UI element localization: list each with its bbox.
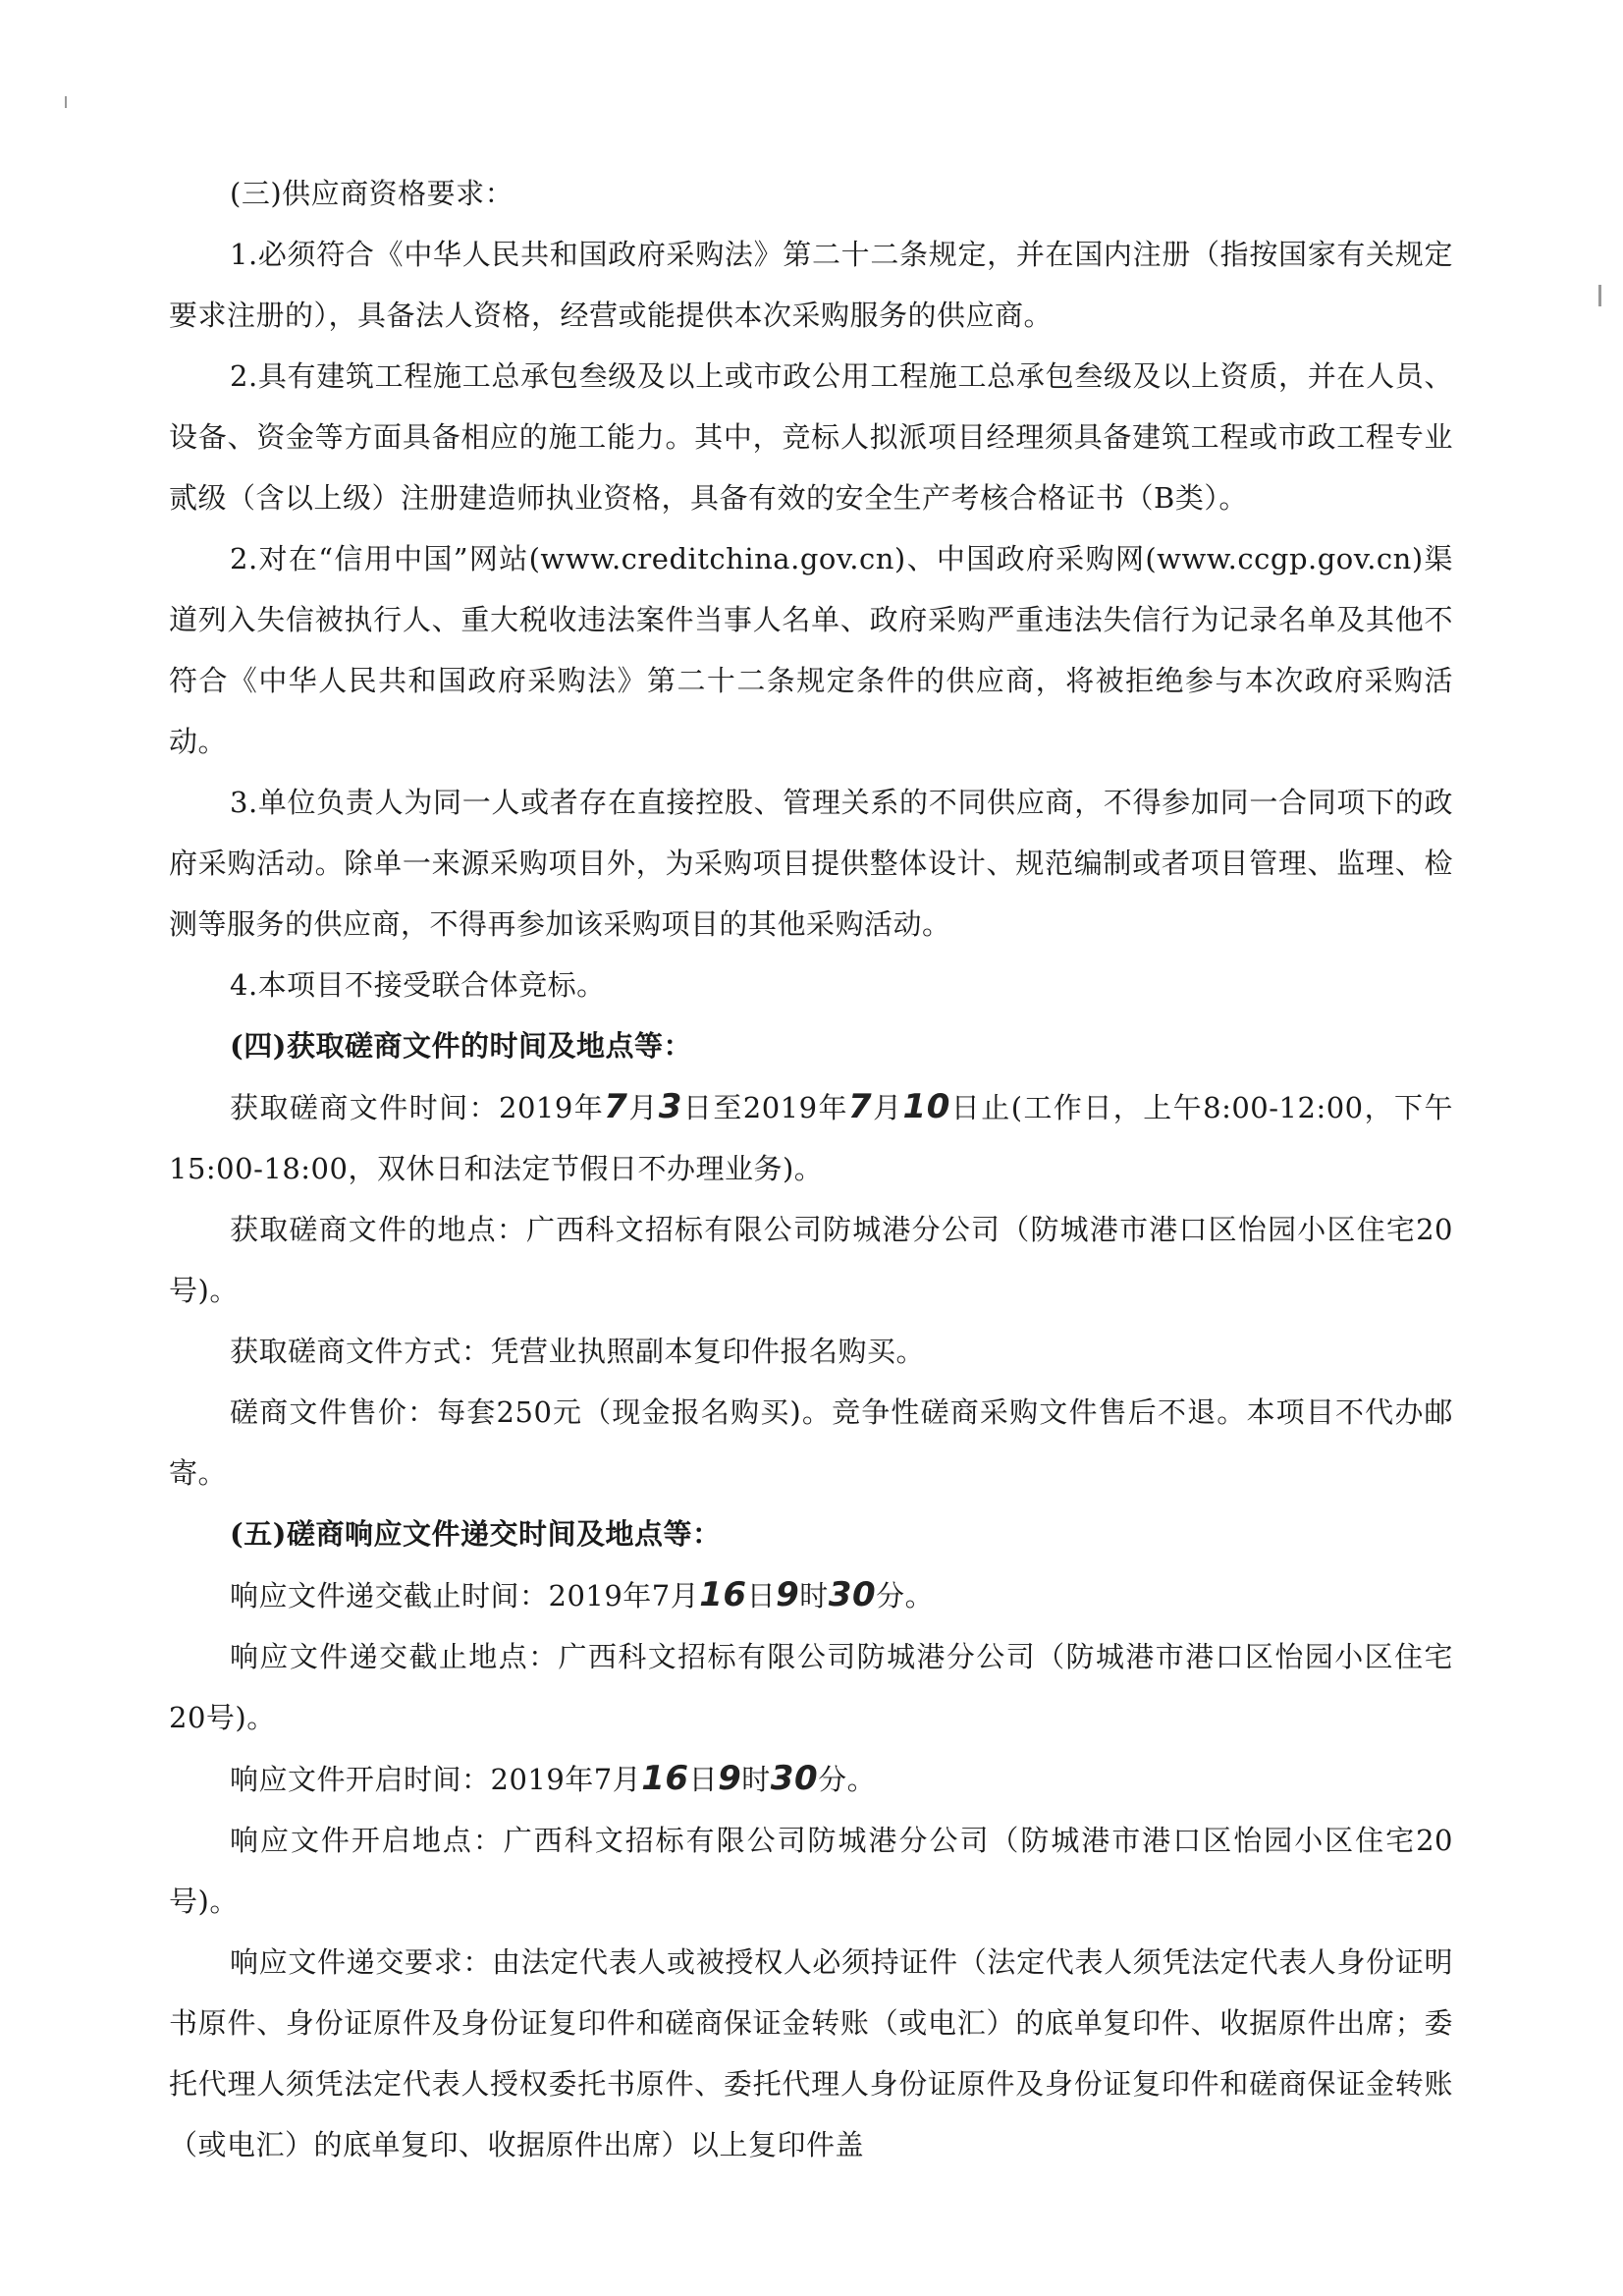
section-heading-4: (四)获取磋商文件的时间及地点等： <box>230 1029 692 1063</box>
deadline-text-2: 时 <box>799 1579 829 1613</box>
acquisition-time-text-3: 月 <box>872 1091 903 1124</box>
opening-prefix: 响应文件开启时间：2019年7月 <box>230 1763 642 1796</box>
requirement-2a: 2.具有建筑工程施工总承包叁级及以上或市政公用工程施工总承包叁级及以上资质，并在人员、设备、资金等方面具备相应的施工能力。其中，竞标人拟派项目经理须具备建筑工程或市政工程专业贰级（含以上级）注册建造师执业资格，具备有效的安全生产考核合格证书（B类）。 <box>169 359 1453 515</box>
requirement-1: 1.必须符合《中华人民共和国政府采购法》第二十二条规定，并在国内注册（指按国家有关规定要求注册的），具备法人资格，经营或能提供本次采购服务的供应商。 <box>169 238 1453 332</box>
requirement-4: 4.本项目不接受联合体竞标。 <box>230 968 606 1002</box>
acquisition-time-text-1: 月 <box>627 1091 659 1124</box>
handwritten-start-month: 7 <box>604 1087 628 1126</box>
scan-mark-left <box>65 96 67 108</box>
handwritten-deadline-day: 16 <box>699 1575 747 1614</box>
acquisition-time <box>169 1076 1453 1199</box>
handwritten-end-day: 10 <box>902 1087 950 1126</box>
scan-mark-right <box>1598 285 1601 306</box>
document-price: 磋商文件售价：每套250元（现金报名购买)。竞争性磋商采购文件售后不退。本项目不代办邮寄。 <box>169 1395 1453 1490</box>
opening-text-1: 日 <box>688 1763 719 1796</box>
requirement-2b: 2.对在“信用中国”网站(www.creditchina.gov.cn)、中国政府采购网(www.ccgp.gov.cn)渠道列入失信被执行人、重大税收违法案件当事人名单、政府采购严重违法失信行为记录名单及其他不符合《中华人民共和国政府采购法》第二十二条规定条件的供应商，将被拒绝参与本次政府采购活动。 <box>169 542 1453 758</box>
opening-time <box>169 1748 1453 1810</box>
requirement-3: 3.单位负责人为同一人或者存在直接控股、管理关系的不同供应商，不得参加同一合同项下的政府采购活动。除单一来源采购项目外，为采购项目提供整体设计、规范编制或者项目管理、监理、检测等服务的供应商，不得再参加该采购项目的其他采购活动。 <box>169 786 1453 941</box>
document-body <box>169 163 1453 2175</box>
deadline-suffix: 分。 <box>876 1579 935 1613</box>
section-heading-5: (五)磋商响应文件递交时间及地点等： <box>230 1517 722 1551</box>
handwritten-deadline-hour: 9 <box>776 1575 800 1614</box>
acquisition-time-prefix: 获取磋商文件时间：2019年 <box>230 1091 605 1124</box>
acquisition-place: 获取磋商文件的地点：广西科文招标有限公司防城港分公司（防城港市港口区怡园小区住宅20号)。 <box>169 1213 1453 1307</box>
opening-suffix: 分。 <box>818 1763 877 1796</box>
handwritten-start-day: 3 <box>658 1087 682 1126</box>
handwritten-opening-hour: 9 <box>718 1759 742 1798</box>
section-heading-3: (三)供应商资格要求： <box>230 177 514 210</box>
submission-requirements: 响应文件递交要求：由法定代表人或被授权人必须持证件（法定代表人须凭法定代表人身份证明书原件、身份证原件及身份证复印件和磋商保证金转账（或电汇）的底单复印件、收据原件出席；委托代理人须凭法定代表人授权委托书原件、委托代理人身份证原件及身份证复印件和磋商保证金转账（或电汇）的底单复印、收据原件出席）以上复印件盖 <box>169 1945 1453 2161</box>
submission-deadline <box>169 1564 1453 1626</box>
deadline-text-1: 日 <box>746 1579 777 1613</box>
opening-text-2: 时 <box>741 1763 771 1796</box>
opening-place: 响应文件开启地点：广西科文招标有限公司防城港分公司（防城港市港口区怡园小区住宅20号)。 <box>169 1824 1453 1918</box>
deadline-prefix: 响应文件递交截止时间：2019年7月 <box>230 1579 700 1613</box>
acquisition-method: 获取磋商文件方式：凭营业执照副本复印件报名购买。 <box>230 1335 926 1368</box>
handwritten-opening-minute: 30 <box>770 1759 819 1798</box>
acquisition-time-suffix: 日止(工作日，上午8:00-12:00，下午15:00-18:00，双休日和法定节假日不办理业务)。 <box>169 1091 1453 1185</box>
handwritten-opening-day: 16 <box>641 1759 689 1798</box>
submission-place: 响应文件递交截止地点：广西科文招标有限公司防城港分公司（防城港市港口区怡园小区住宅20号)。 <box>169 1640 1453 1734</box>
handwritten-deadline-minute: 30 <box>828 1575 877 1614</box>
acquisition-time-text-2: 日至2019年 <box>681 1091 848 1124</box>
handwritten-end-month: 7 <box>847 1087 873 1126</box>
